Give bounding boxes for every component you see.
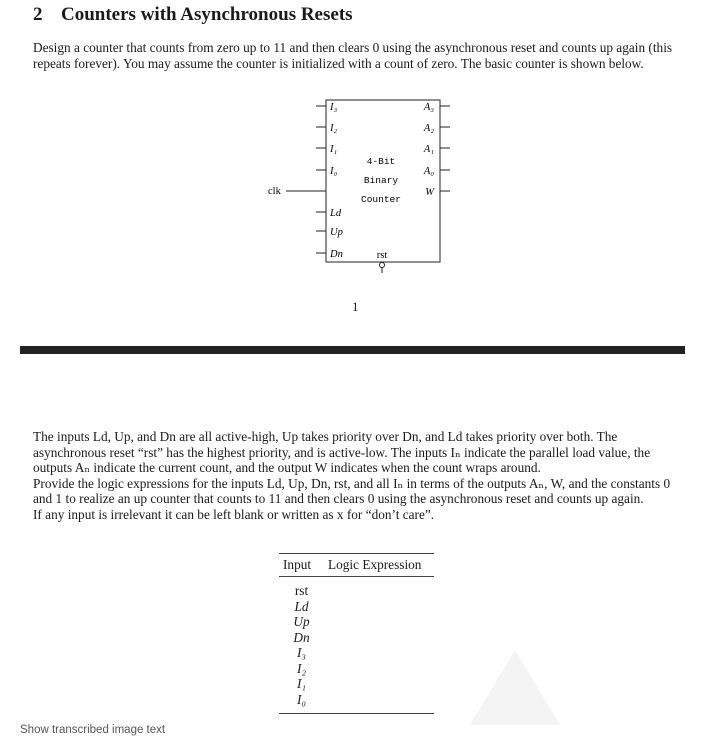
label-i1: I₁: [330, 144, 338, 155]
description-paragraph-1: The inputs Ld, Up, and Dn are all active-high, Up takes priority over Dn, and Ld takes priority over both. The asynchronous reset “rst” has the highest priority, and is active-low. The inputs Iₙ indicate the parallel load value, the outputs Aₙ indicate the current count, and the output W indicates when the count wraps around.: [33, 429, 651, 475]
label-i3: I₃: [330, 102, 338, 113]
table-row: [279, 661, 434, 677]
table-row: [279, 645, 434, 661]
intro-paragraph: Design a counter that counts from zero up to 11 and then clears 0 using the asynchronous reset and counts up again (this repeats forever). You may assume the counter is initialized with a count of zero. The basic counter is shown below.: [33, 40, 673, 71]
row-input: I₀: [296, 691, 307, 707]
row-input: I₁: [296, 676, 307, 691]
table-row: [279, 692, 434, 714]
row-input: I₂: [296, 660, 307, 676]
row-expression: [324, 630, 434, 646]
row-expression: [324, 599, 434, 615]
label-clk: clk: [268, 186, 281, 197]
row-input: Dn: [293, 629, 310, 645]
logic-table-wrapper: [279, 553, 434, 714]
row-input: Up: [293, 614, 310, 629]
row-expression: [324, 692, 434, 714]
label-ld: Ld: [330, 208, 342, 219]
block-line-2: Binary: [363, 175, 399, 186]
table-header-row: [279, 554, 434, 577]
section-title-text: Counters with Asynchronous Resets: [61, 4, 353, 25]
watermark-graphic: [460, 640, 570, 730]
row-expression: [324, 645, 434, 661]
row-expression: [324, 661, 434, 677]
block-line-3: Counter: [361, 194, 401, 205]
row-expression: [324, 676, 434, 692]
table-row: [279, 577, 434, 599]
label-i2: I₂: [330, 123, 338, 134]
section-title: [33, 4, 353, 26]
header-input: Input: [283, 557, 312, 572]
table-row: [279, 676, 434, 692]
description-paragraph-2: Provide the logic expressions for the inputs Ld, Up, Dn, rst, and all Iₙ in terms of the outputs Aₙ, W, and the constants 0 and 1 to realize an up counter that counts to 11 and then clears 0 using the asynchronous reset and counts up again.: [33, 475, 671, 506]
page-divider: [20, 346, 685, 354]
label-rst: rst: [376, 250, 388, 261]
description-paragraph-3: If any input is irrelevant it can be left blank or written as x for “don’t care”.: [33, 506, 435, 522]
label-a0: A₀: [423, 166, 434, 177]
label-i0: I₀: [330, 166, 338, 177]
logic-table: [279, 553, 434, 714]
show-transcribed-text-link[interactable]: Show transcribed image text: [20, 724, 166, 736]
reset-bubble: [380, 263, 385, 268]
header-logic-expression: Logic Expression: [328, 557, 422, 572]
row-input: Ld: [294, 598, 309, 614]
table-row: [279, 630, 434, 646]
label-a2: A₂: [423, 123, 434, 134]
table-row: [279, 614, 434, 630]
label-w: W: [425, 187, 434, 198]
label-up: Up: [330, 227, 343, 238]
label-dn: Dn: [330, 249, 343, 260]
label-a3: A₃: [423, 102, 434, 113]
row-input: rst: [294, 583, 309, 598]
description-block: [33, 429, 688, 522]
row-input: I₃: [296, 645, 307, 660]
row-expression: [324, 577, 434, 599]
page-number: 1: [352, 299, 359, 314]
block-line-1: 4-Bit: [366, 156, 396, 167]
row-expression: [324, 614, 434, 630]
table-row: [279, 599, 434, 615]
label-a1: A₁: [423, 144, 434, 155]
counter-diagram: [260, 95, 460, 275]
section-number: 2: [33, 4, 43, 25]
